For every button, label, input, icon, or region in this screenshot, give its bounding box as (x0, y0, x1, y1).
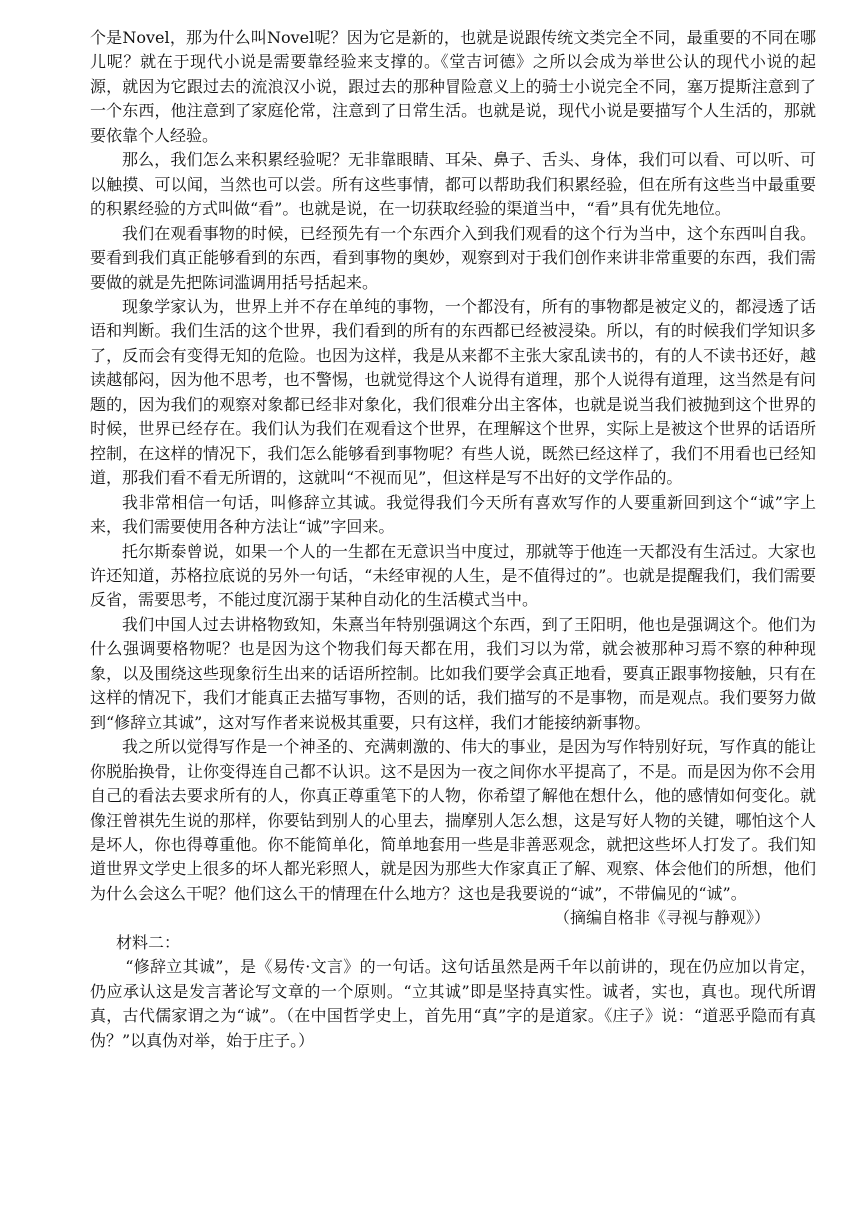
paragraph-sincerity: 我非常相信一句话，叫修辞立其诚。我觉得我们今天所有喜欢写作的人要重新回到这个“诚”字上来，我们需要使用各种方法让“诚”字回来。 (90, 492, 816, 537)
paragraph-experience: 那么，我们怎么来积累经验呢？无非靠眼睛、耳朵、鼻子、舌头、身体，我们可以看、可以听、可以触摸、可以闻，当然也可以尝。所有这些事情，都可以帮助我们积累经验，但在所有这些当中最重要的积累经验的方式叫做“看”。也就是说，在一切获取经验的渠道当中，“看”具有优先地位。 (90, 150, 816, 219)
material2-paragraph: “修辞立其诚”，是《易传·文言》的一句话。这句话虽然是两千年以前讲的，现在仍应加以肯定，仍应承认这是发言著论写文章的一个原则。“立其诚”即是坚持真实性。诚者，实也，真也。现代所谓真，古代儒家谓之为“诚”。（在中国哲学史上，首先用“真”字的是道家。《庄子》说：“道恶乎隐而有真伪？”以真伪对举，始于庄子。） (90, 957, 816, 1050)
source-citation: （摘编自格非《寻视与静观》） (553, 908, 770, 928)
material2-heading: 材料二： (116, 932, 181, 952)
paragraph-gewu: 我们中国人过去讲格物致知，朱熹当年特别强调这个东西，到了王阳明，他也是强调这个。他们为什么强调要格物呢？也是因为这个物我们每天都在用，我们习以为常，就会被那种习焉不察的种种现象，以及围绕这些现象衍生出来的话语所控制。比如我们要学会真正地看，要真正跟事物接触，只有在这样的情况下，我们才能真正去描写事物，否则的话，我们描写的不是事物，而是观点。我们要努力做到“修辞立其诚”，这对写作者来说极其重要，只有这样，我们才能接纳新事物。 (90, 614, 816, 732)
paragraph-phenomenology: 现象学家认为，世界上并不存在单纯的事物，一个都没有，所有的事物都是被定义的，都浸透了话语和判断。我们生活的这个世界，我们看到的所有的东西都已经被浸染。所以，有的时候我们学知识多了，反而会有变得无知的危险。也因为这样，我是从来都不主张大家乱读书的，有的人不读书还好，越读越郁闷，因为他不思考，也不警惕，也就觉得这个人说得有道理，那个人说得有道理，这当然是有问题的，因为我们的观察对象都已经非对象化，我们很难分出主客体，也就是说当我们被抛到这个世界的时候，世界已经存在。我们认为我们在观看这个世界，在理解这个世界，实际上是被这个世界的话语所控制，在这样的情况下，我们怎么能够看到事物呢？有些人说，既然已经这样了，我们不用看也已经知道，那我们看不看无所谓的，这就叫“不视而见”，但这样是写不出好的文学作品的。 (90, 296, 816, 488)
paragraph-writing: 我之所以觉得写作是一个神圣的、充满刺激的、伟大的事业，是因为写作特别好玩，写作真的能让你脱胎换骨，让你变得连自己都不认识。这不是因为一夜之间你水平提高了，不是。而是因为你不会用自己的看法去要求所有的人，你真正尊重笔下的人物，你希望了解他在想什么，他的感情如何变化。就像汪曾祺先生说的那样，你要钻到别人的心里去，揣摩别人怎么想，这是写好人物的关键，哪怕这个人是坏人，你也得尊重他。你不能简单化，简单地套用一些是非善恶观念，就把这些坏人打发了。我们知道世界文学史上很多的坏人都光彩照人，就是因为那些大作家真正了解、观察、体会他们的所想，他们为什么会这么干呢？他们这么干的情理在什么地方？这也是我要说的“诚”，不带偏见的“诚”。 (90, 737, 816, 903)
paragraph-novel: 个是Novel，那为什么叫Novel呢？因为它是新的，也就是说跟传统文类完全不同，最重要的不同在哪儿呢？就在于现代小说是需要靠经验来支撑的。《堂吉诃德》之所以会成为举世公认的现代小说的起源，就因为它跟过去的流浪汉小说，跟过去的那种冒险意义上的骑士小说完全不同，塞万提斯注意到了一个东西，他注意到了家庭伦常，注意到了日常生活。也就是说，现代小说是要描写个人生活的，那就要依靠个人经验。 (90, 28, 816, 145)
paragraph-self: 我们在观看事物的时候，已经预先有一个东西介入到我们观看的这个行为当中，这个东西叫自我。要看到我们真正能够看到的东西，看到事物的奥妙，观察到对于我们创作来讲非常重要的东西，我们需要做的就是先把陈词滥调用括号括起来。 (90, 223, 816, 292)
paragraph-tolstoy: 托尔斯泰曾说，如果一个人的一生都在无意识当中度过，那就等于他连一天都没有生活过。大家也许还知道，苏格拉底说的另外一句话，“未经审视的人生，是不值得过的”。也就是提醒我们，我们需要反省，需要思考，不能过度沉溺于某种自动化的生活模式当中。 (90, 541, 816, 610)
